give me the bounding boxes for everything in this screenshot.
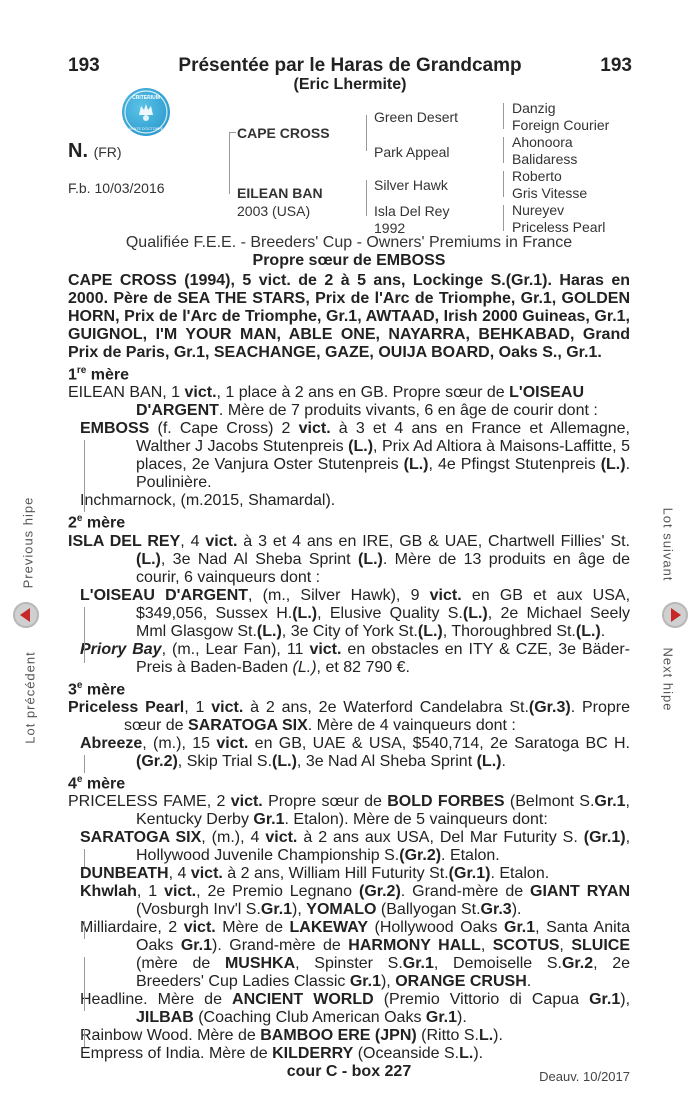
produce-headline: Headline. Mère de ANCIENT WORLD (Premio Vittorio di Capua Gr.1), JILBAB (Coaching Club American Oaks Gr.1). [80,991,631,1027]
logo-text-top: CRITERIUM [132,95,160,101]
sister-line: Propre sœur de EMBOSS [252,252,446,269]
gg-8: Priceless Pearl [512,219,606,235]
dam-heading-3: 3e mère [68,679,126,698]
dam-heading-4: 4e mère [68,773,126,793]
arrow-right-icon [662,602,688,628]
qualification-line: Qualifiée F.E.E. - Breeders' Cup - Owners' Premiums in France [125,234,573,251]
dam-sire: Silver Hawk [374,177,448,193]
gg-2: Foreign Courier [512,117,610,133]
produce-rainbow-wood: Rainbow Wood. Mère de BAMBOO ERE (JPN) (Ritto S.L.). [80,1027,503,1045]
produce-emboss: EMBOSS (f. Cape Cross) 2 vict. à 3 et 4 ans en France et Allemagne, Walther J Jacobs Stutenpreis (L.), Prix Ad Altiora à Maisons-Laffitte, 5 places, 2e Vanjura Oster Stutenpreis (L.), 4e Pfingst Stutenpreis (L.). Poulinière. [80,420,631,492]
gg-3: Ahonoora [512,134,573,150]
sire-sire: Green Desert [374,109,459,125]
horse-country: (FR) [93,144,122,160]
previous-lot-button[interactable] [13,602,39,628]
gg-4: Balidaress [512,151,578,167]
next-lot-button[interactable] [662,602,688,628]
sire-dam: Park Appeal [374,144,450,160]
horse-name: N. (FR) [68,140,122,162]
gg-5: Roberto [512,168,562,184]
dam-1-entry: EILEAN BAN, 1 vict., 1 place à 2 ans en GB. Propre sœur de L'OISEAU D'ARGENT. Mère de 7 produits vivants, 6 en âge de courir dont : [68,384,598,420]
produce-empress-of-india: Empress of India. Mère de KILDERRY (Oceanside S.L.). [80,1045,484,1063]
next-hipe-label[interactable]: Next hipe [660,647,676,712]
dam-dam-year: 1992 [374,220,406,236]
lot-number-right: 193 [600,55,632,76]
dam-3-entry: Priceless Pearl, 1 vict. à 2 ans, 2e Waterford Candelabra St.(Gr.3). Propre sœur de SARATOGA SIX. Mère de 4 vainqueurs dont : [68,698,631,734]
dam-4-entry: PRICELESS FAME, 2 vict. Propre sœur de BOLD FORBES (Belmont S.Gr.1, Kentucky Derby Gr.1. Etalon). Mère de 5 vainqueurs dont: [68,793,630,829]
catalogue-body [68,234,630,1081]
criterium-logo-icon [122,88,170,136]
previous-lot-label[interactable]: Lot précédent [22,651,38,744]
box-location: cour C - box 227 [286,1063,412,1081]
sire-paragraph: CAPE CROSS (1994), 5 vict. de 2 à 5 ans, Lockinge S.(Gr.1). Haras en 2000. Père de SEA THE STARS, Prix de l'Arc de Triomphe, Gr.1, GOLDEN HORN, Prix de l'Arc de Triomphe, Gr.1, AWTAAD, Irish 2000 Guineas, Gr.1, GUIGNOL, I'M YOUR MAN, ABLE ONE, NAYARRA, BEHKABAD, Grand Prix de Paris, Gr.1, SEACHANGE, GAZE, OUIJA BOARD, Oaks S., Gr.1. [68,272,630,361]
produce-milliardaire: Milliardaire, 2 vict. Mère de LAKEWAY (Hollywood Oaks Gr.1, Santa Anita Oaks Gr.1). Grand-mère de HARMONY HALL, SCOTUS, SLUICE (mère de MUSHKA, Spinster S.Gr.1, Demoiselle S.Gr.2, 2e Breeders' Cup Ladies Classic Gr.1), ORANGE CRUSH. [80,919,631,991]
produce-abreeze: Abreeze, (m.), 15 vict. en GB, UAE & USA, $540,714, 2e Saratoga BC H.(Gr.2), Skip Trial S.(L.), 3e Nad Al Sheba Sprint (L.). [80,734,631,770]
logo-text-bottom: VENTE D'OCTOBRE [129,127,163,131]
gg-6: Gris Vitesse [512,185,588,201]
produce-loiseau-dargent: L'OISEAU D'ARGENT, (m., Silver Hawk), 9 vict. en GB et aux USA, $349,056, Sussex H.(L.), Elusive Quality S.(L.), 2e Michael Seely Mml Glasgow St.(L.), 3e City of York St.(L.), Thoroughbred St.(L.). [80,586,631,640]
sire-name: CAPE CROSS [237,125,330,141]
dam-name: EILEAN BAN [237,185,323,201]
criterium-logo [122,88,170,136]
produce-khwlah: Khwlah, 1 vict., 2e Premio Legnano (Gr.2). Grand-mère de GIANT RYAN (Vosburgh Inv'l S.Gr.1), YOMALO (Ballyogan St.Gr.3). [80,883,630,919]
dam-info: 2003 (USA) [237,203,311,219]
gg-1: Danzig [512,100,556,116]
lot-number-left: 193 [68,55,100,76]
consignor-title: Présentée par le Haras de Grandcamp [178,55,522,76]
produce-inchmarnock: Inchmarnock, (m.2015, Shamardal). [80,492,336,510]
sale-footer-note: Deauv. 10/2017 [539,1069,630,1084]
horse-description: F.b. 10/03/2016 [68,180,165,196]
dam-heading-1: 1re mère [68,365,130,384]
produce-dunbeath: DUNBEATH, 4 vict. à 2 ans, William Hill Futurity St.(Gr.1). Etalon. [80,865,550,883]
consignor-subtitle: (Eric Lhermite) [293,76,407,93]
gg-7: Nureyev [512,202,565,218]
dam-heading-2: 2e mère [68,513,126,532]
produce-priory-bay: Priory Bay, (m., Lear Fan), 11 vict. en obstacles en ITY & CZE, 3e Bäder-Preis à Baden-Baden (L.), et 82 790 €. [80,640,630,676]
dam-dam: Isla Del Rey [374,203,450,219]
previous-hipe-label[interactable]: Previous hipe [20,496,36,589]
next-lot-label[interactable]: Lot suivant [660,507,676,582]
dam-2-entry: ISLA DEL REY, 4 vict. à 3 et 4 ans en IRE, GB & UAE, Chartwell Fillies' St.(L.), 3e Nad Al Sheba Sprint (L.). Mère de 13 produits en âge de courir, 6 vainqueurs dont : [68,532,631,586]
arrow-left-icon [13,602,39,628]
produce-saratoga-six: SARATOGA SIX, (m.), 4 vict. à 2 ans aux USA, Del Mar Futurity S. (Gr.1), Hollywood Juvenile Championship S.(Gr.2). Etalon. [80,829,631,865]
